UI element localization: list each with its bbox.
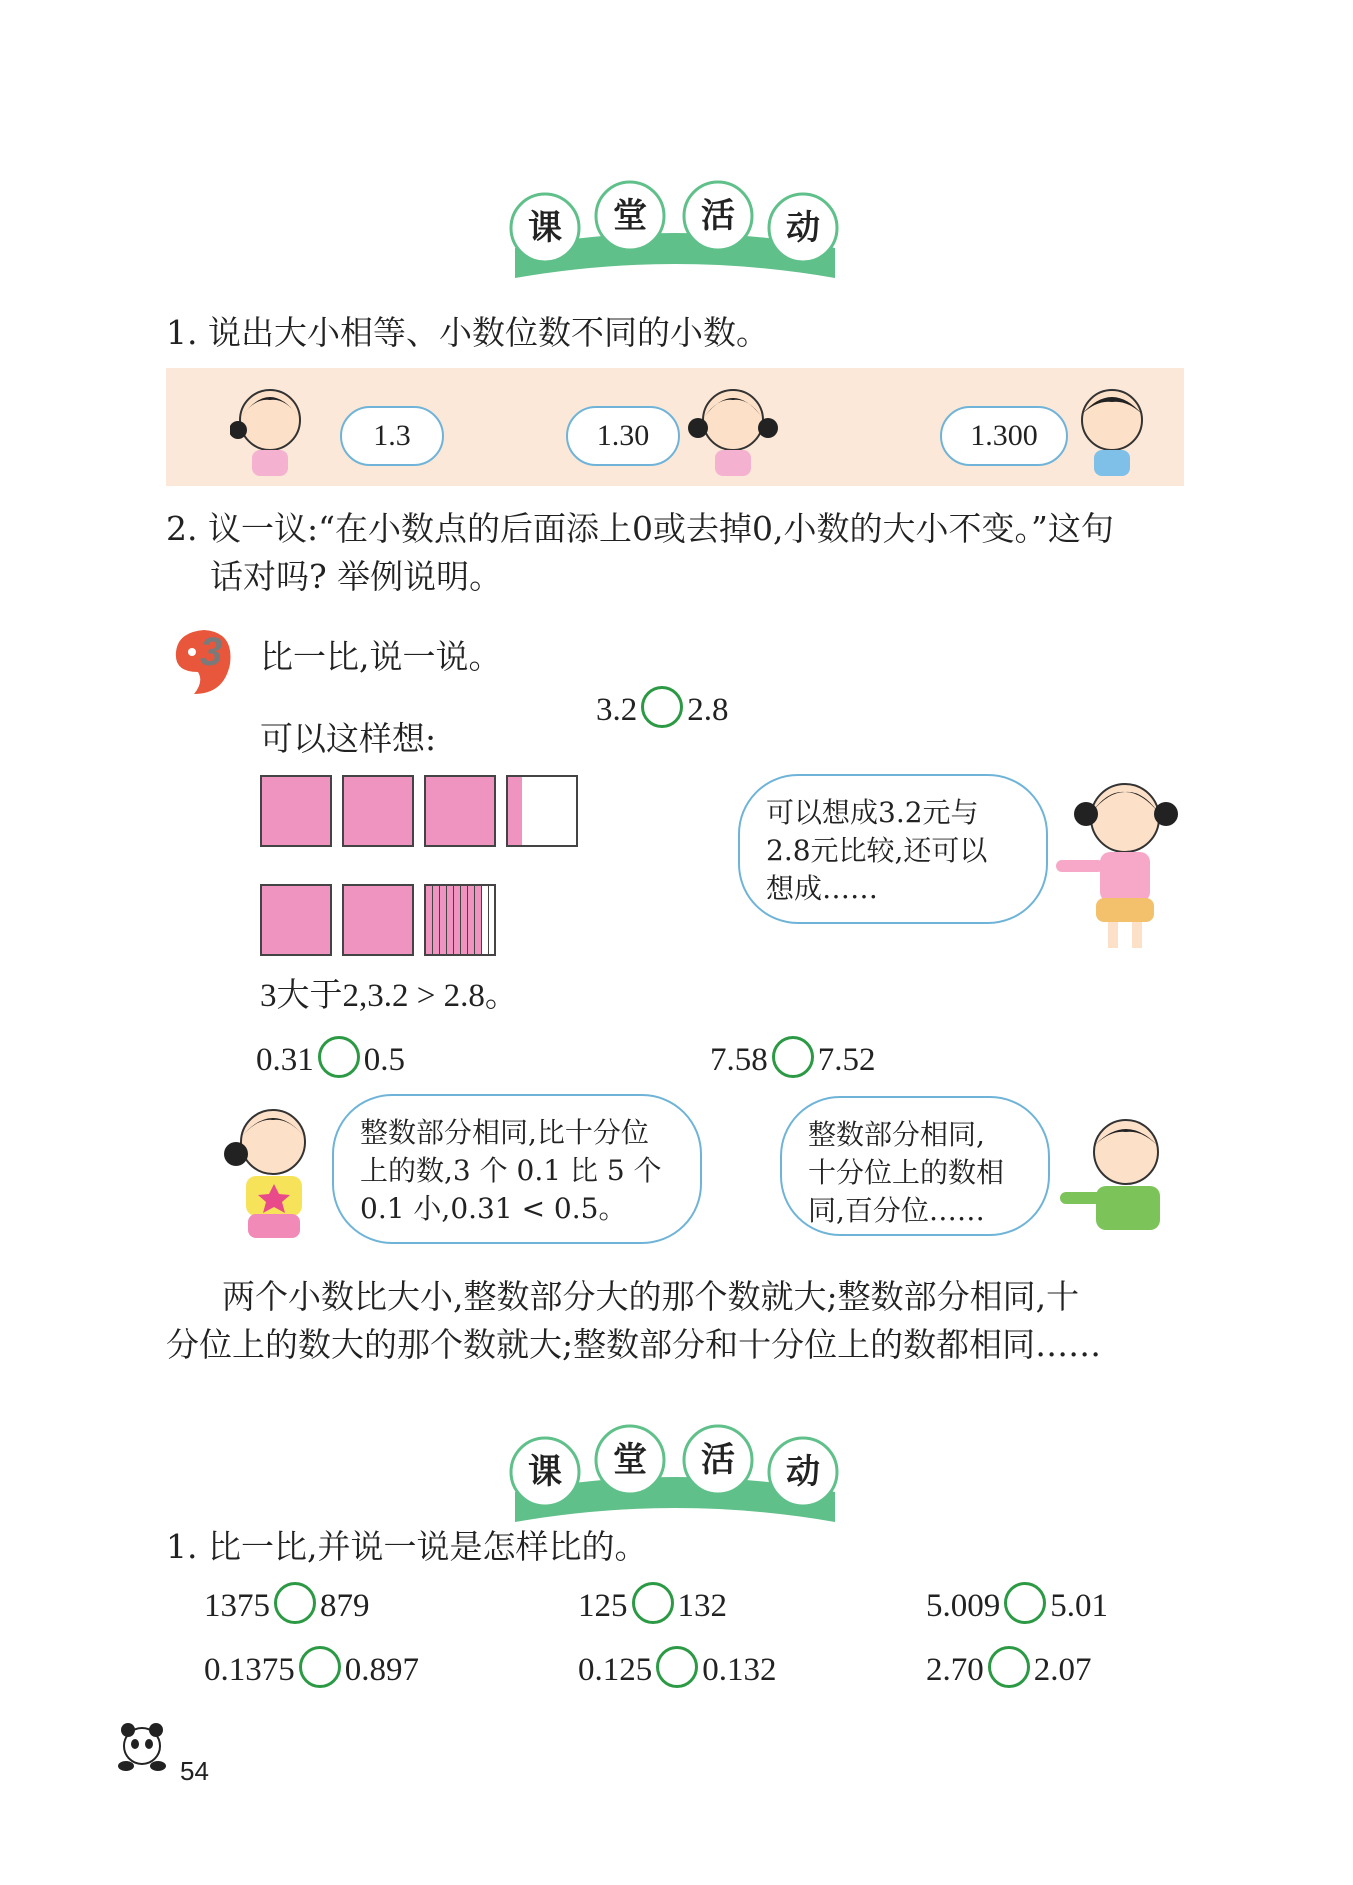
bubble-line: 上的数,3 个 0.1 比 5 个	[360, 1154, 662, 1187]
summary-line2: 分位上的数大的那个数就大;整数部分和十分位上的数都相同……	[166, 1325, 1102, 1364]
exercise-left: 5.009	[926, 1588, 1001, 1624]
bubble-line: 想成……	[766, 872, 879, 905]
exercise-blank-circle[interactable]	[656, 1646, 698, 1688]
exercise-right: 0.897	[344, 1652, 419, 1688]
boy-green-icon	[1056, 1108, 1186, 1238]
banner-bottom	[505, 1422, 845, 1532]
exercise-blank-circle[interactable]	[632, 1582, 674, 1624]
compare-right: 2.8	[687, 692, 729, 728]
example3-title: 比一比,说一说。	[260, 637, 502, 676]
think-label: 可以这样想:	[260, 719, 437, 758]
exercise-right: 2.07	[1033, 1652, 1092, 1688]
page-number: 54	[180, 1756, 209, 1786]
exercise-right: 879	[320, 1588, 370, 1624]
exercise-right: 132	[677, 1588, 727, 1624]
compare-expression	[596, 686, 729, 731]
unit-square	[424, 775, 496, 847]
exercise-blank-circle[interactable]	[1004, 1582, 1046, 1624]
compare-right: 7.52	[817, 1042, 876, 1078]
example-number: 3	[200, 630, 223, 674]
exercise-left: 0.125	[578, 1652, 653, 1688]
exercise-right: 5.01	[1050, 1588, 1108, 1624]
banner-char: 堂	[613, 1440, 647, 1480]
bubble-line: 同,百分位……	[808, 1194, 985, 1227]
bubble-line: 整数部分相同,	[808, 1118, 985, 1151]
exercise-item	[926, 1582, 1108, 1627]
girl-avatar-icon	[688, 378, 778, 478]
banner-char: 课	[528, 208, 562, 248]
compare-left: 3.2	[596, 692, 638, 728]
exercise-item	[204, 1582, 370, 1627]
exercise-item	[926, 1646, 1092, 1691]
banner-char: 堂	[613, 196, 647, 236]
activity2-q1: 1. 比一比,并说一说是怎样比的。	[166, 1527, 648, 1566]
unit-square	[342, 775, 414, 847]
exercise-left: 1375	[204, 1588, 270, 1624]
unit-square	[342, 884, 414, 956]
exercise-left: 125	[578, 1588, 628, 1624]
banner-char: 活	[701, 196, 735, 236]
exercise-left: 0.1375	[204, 1652, 295, 1688]
exercise-item	[578, 1582, 727, 1627]
compare-right: 0.5	[363, 1042, 405, 1078]
panda-icon	[112, 1716, 172, 1776]
decimal-bubble: 1.300	[940, 406, 1068, 466]
banner-char: 课	[528, 1452, 562, 1492]
exercise-left: 2.70	[926, 1652, 984, 1688]
exercise-blank-circle[interactable]	[299, 1646, 341, 1688]
banner-char: 动	[786, 1452, 820, 1492]
left-speech-bubble	[332, 1094, 702, 1244]
tenths-strip	[424, 884, 496, 956]
tenths-strip	[506, 775, 578, 847]
compare-blank-circle[interactable]	[318, 1036, 360, 1078]
unit-square	[260, 884, 332, 956]
girl-yellow-icon	[218, 1096, 328, 1246]
right-speech-bubble	[780, 1096, 1050, 1236]
girl-speech-bubble	[738, 774, 1048, 924]
compare-left: 0.31	[256, 1042, 314, 1078]
compare-left: 7.58	[710, 1042, 768, 1078]
unit-square	[260, 775, 332, 847]
bubble-line: 可以想成3.2元与	[766, 796, 979, 829]
girl-avatar-icon	[230, 378, 310, 478]
activity1-q1: 1. 说出大小相等、小数位数不同的小数。	[166, 313, 769, 352]
decimal-bubble: 1.30	[566, 406, 680, 466]
banner-char: 动	[786, 208, 820, 248]
exercise-blank-circle[interactable]	[988, 1646, 1030, 1688]
bubble-line: 2.8元比较,还可以	[766, 834, 988, 867]
exercise-blank-circle[interactable]	[274, 1582, 316, 1624]
compare-blank-circle[interactable]	[641, 686, 683, 728]
exercise-item	[204, 1646, 419, 1691]
conclusion-text: 3大于2,3.2 > 2.8。	[260, 978, 518, 1014]
banner-char: 活	[701, 1440, 735, 1480]
compare-blank-circle[interactable]	[772, 1036, 814, 1078]
boy-avatar-icon	[1072, 378, 1152, 478]
activity1-q2-line1: 2. 议一议:“在小数点的后面添上0或去掉0,小数的大小不变。”这句	[166, 509, 1114, 548]
compare-expression	[710, 1036, 876, 1081]
summary-line1: 两个小数比大小,整数部分大的那个数就大;整数部分相同,十	[222, 1277, 1080, 1316]
girl-pointing-icon	[1050, 768, 1190, 958]
banner-top	[505, 178, 845, 288]
exercise-right: 0.132	[702, 1652, 777, 1688]
compare-expression	[256, 1036, 405, 1081]
activity1-q2-line2: 话对吗? 举例说明。	[210, 557, 503, 596]
bubble-line: 0.1 小,0.31 < 0.5。	[360, 1192, 627, 1225]
exercise-item	[578, 1646, 777, 1691]
bubble-line: 整数部分相同,比十分位	[360, 1116, 649, 1149]
bubble-line: 十分位上的数相	[808, 1156, 1005, 1189]
decimal-bubble: 1.3	[340, 406, 444, 466]
